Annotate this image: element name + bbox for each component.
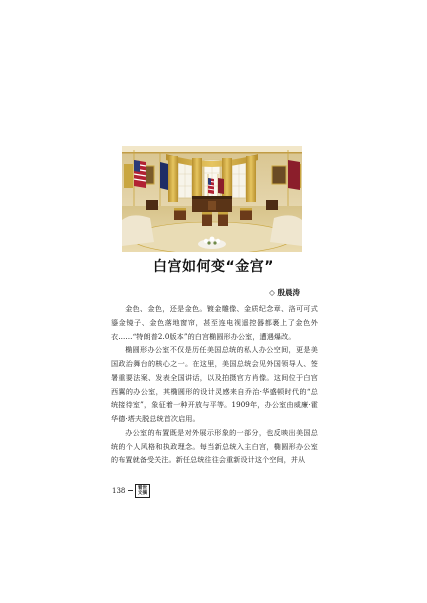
- paragraph-2: 椭圆形办公室不仅是历任美国总统的私人办公空间，更是美国政治舞台的核心之一。在这里，美国总统会见外国领导人、签署重要法案、发表全国讲话，以及拍摄官方肖像。这间位于白宫西翼的办公室，其椭圆形的设计灵感来自乔治·华盛顿时代的“总统接待室”，象征着一种开放与平等。1909年，办公室由威廉·霍华德·塔夫脱总统首次启用。: [111, 345, 318, 423]
- article-photo: [122, 146, 302, 252]
- page-number: 138: [112, 486, 126, 495]
- oval-office-photo: [122, 146, 302, 252]
- paragraph-3: 办公室的布置既是对外展示形象的一部分，也反映出美国总统的个人风格和执政理念。每当新总统入主白宫，椭圆形办公室的布置就备受关注。新任总统往往会重新设计这个空间，并从: [111, 427, 318, 465]
- article-body: [111, 302, 318, 467]
- article-headline: 白宫如何变“金宫”: [153, 259, 274, 275]
- badge-line-1: 看世: [137, 485, 148, 491]
- magazine-badge: [135, 484, 149, 498]
- page-footer: [112, 484, 150, 498]
- badge-line-2: 文摘: [137, 490, 148, 496]
- footer-rule: [128, 490, 133, 491]
- paragraph-1: 金色、金色，还是金色。镀金雕像、金质纪念章、洛可可式鎏金镜子、金色落地窗帘，甚至连电视遥控器都裹上了金色外衣……“特朗普2.0版本”的白宫椭圆形办公室，遭遇爆改。: [111, 304, 318, 341]
- author-byline: ◇ 殷晨涛: [269, 288, 300, 297]
